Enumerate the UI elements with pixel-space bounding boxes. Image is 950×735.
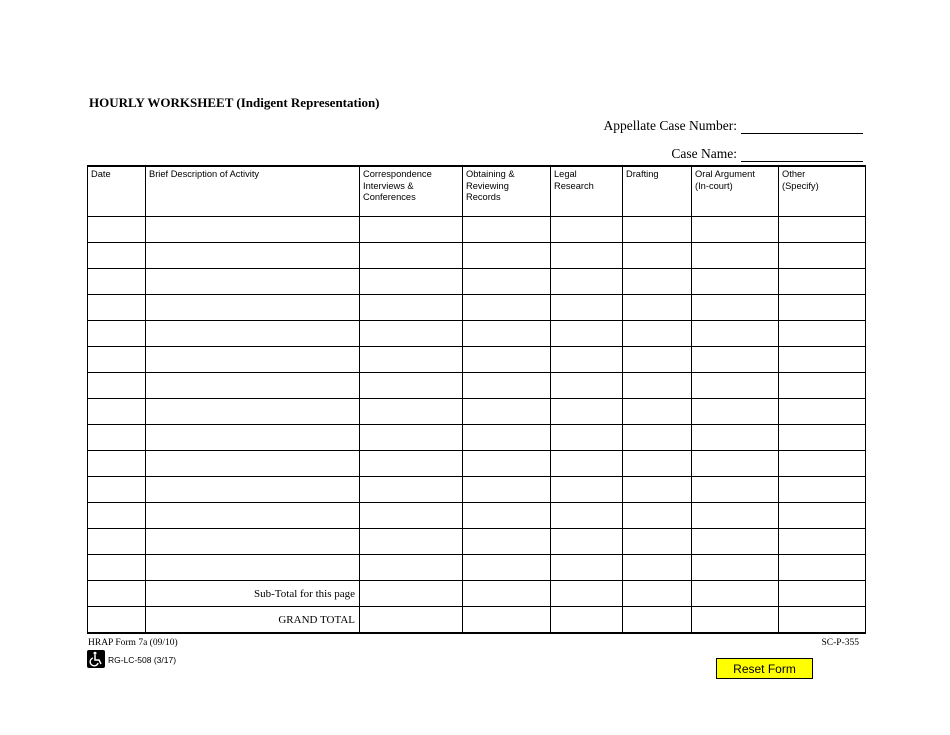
table-cell[interactable]	[88, 269, 146, 295]
table-cell-input[interactable]	[551, 296, 622, 320]
form-id: HRAP Form 7a (09/10)	[88, 638, 178, 648]
table-cell[interactable]	[146, 347, 360, 373]
table-cell-input[interactable]	[463, 322, 550, 346]
grand-total-cell[interactable]	[623, 607, 692, 634]
table-cell-input[interactable]	[360, 556, 462, 580]
subtotal-input[interactable]	[623, 582, 691, 606]
table-cell-input[interactable]	[88, 244, 145, 268]
table-cell[interactable]	[623, 451, 692, 477]
table-cell-input[interactable]	[360, 270, 462, 294]
table-cell-input[interactable]	[88, 452, 145, 476]
table-cell-input[interactable]	[623, 218, 691, 242]
table-cell[interactable]	[463, 399, 551, 425]
table-cell[interactable]	[779, 529, 866, 555]
table-row	[88, 399, 866, 425]
table-cell-input[interactable]	[551, 322, 622, 346]
table-cell-input[interactable]	[360, 400, 462, 424]
table-cell-input[interactable]	[463, 530, 550, 554]
table-cell-input[interactable]	[463, 244, 550, 268]
subtotal-input[interactable]	[551, 582, 622, 606]
table-cell-input[interactable]	[463, 504, 550, 528]
header-date: Date	[88, 166, 146, 217]
table-cell[interactable]	[623, 399, 692, 425]
table-cell[interactable]	[551, 321, 623, 347]
subtotal-cell[interactable]	[360, 581, 463, 607]
table-cell[interactable]	[779, 477, 866, 503]
table-cell-input[interactable]	[463, 218, 550, 242]
table-cell[interactable]	[146, 217, 360, 243]
table-cell-input[interactable]	[551, 400, 622, 424]
table-cell[interactable]	[692, 529, 779, 555]
table-cell[interactable]	[551, 529, 623, 555]
subtotal-cell[interactable]	[463, 581, 551, 607]
table-cell[interactable]	[779, 555, 866, 581]
wheelchair-accessibility-icon	[87, 650, 105, 668]
table-cell[interactable]	[88, 477, 146, 503]
table-cell[interactable]	[692, 269, 779, 295]
table-cell-input[interactable]	[692, 322, 778, 346]
table-cell-input[interactable]	[360, 296, 462, 320]
table-cell[interactable]	[463, 295, 551, 321]
table-cell-input[interactable]	[779, 504, 865, 528]
table-cell-input[interactable]	[88, 426, 145, 450]
table-cell-input[interactable]	[692, 374, 778, 398]
table-cell-input[interactable]	[88, 270, 145, 294]
table-cell-input[interactable]	[692, 348, 778, 372]
subtotal-row	[88, 581, 866, 607]
table-cell-input[interactable]	[623, 374, 691, 398]
table-cell-input[interactable]	[692, 244, 778, 268]
grand-total-cell[interactable]	[463, 607, 551, 634]
table-cell[interactable]	[463, 451, 551, 477]
table-cell[interactable]	[779, 503, 866, 529]
table-cell[interactable]	[623, 243, 692, 269]
table-cell[interactable]	[360, 373, 463, 399]
table-cell[interactable]	[360, 451, 463, 477]
table-cell[interactable]	[551, 399, 623, 425]
table-row	[88, 477, 866, 503]
table-cell-input[interactable]	[146, 270, 359, 294]
table-cell-input[interactable]	[779, 218, 865, 242]
table-cell-input[interactable]	[692, 556, 778, 580]
table-cell[interactable]	[779, 217, 866, 243]
header-records: Obtaining & Reviewing Records	[463, 166, 551, 217]
case-number-label: Appellate Case Number:	[603, 118, 737, 133]
grand-total-input[interactable]	[692, 608, 778, 632]
table-cell[interactable]	[551, 503, 623, 529]
header-row	[88, 166, 866, 217]
subtotal-date-input[interactable]	[88, 582, 145, 606]
grand-total-date-cell[interactable]	[88, 607, 146, 634]
table-cell-input[interactable]	[146, 244, 359, 268]
table-cell[interactable]	[779, 373, 866, 399]
subtotal-cell[interactable]	[551, 581, 623, 607]
table-cell-input[interactable]	[463, 296, 550, 320]
table-cell[interactable]	[623, 295, 692, 321]
grand-total-input[interactable]	[360, 608, 462, 632]
table-cell-input[interactable]	[779, 244, 865, 268]
table-cell[interactable]	[88, 503, 146, 529]
table-cell-input[interactable]	[146, 400, 359, 424]
table-cell[interactable]	[692, 373, 779, 399]
table-row	[88, 555, 866, 581]
table-cell-input[interactable]	[551, 218, 622, 242]
table-cell[interactable]	[88, 347, 146, 373]
table-cell-input[interactable]	[623, 426, 691, 450]
access-code: RG-LC-508 (3/17)	[108, 655, 177, 665]
table-cell[interactable]	[146, 477, 360, 503]
table-cell-input[interactable]	[360, 374, 462, 398]
table-cell[interactable]	[551, 477, 623, 503]
table-cell[interactable]	[360, 243, 463, 269]
table-cell[interactable]	[463, 555, 551, 581]
table-cell[interactable]	[146, 451, 360, 477]
case-number-row	[604, 118, 863, 134]
subtotal-cell[interactable]	[779, 581, 866, 607]
table-cell-input[interactable]	[551, 478, 622, 502]
table-cell-input[interactable]	[623, 296, 691, 320]
table-cell[interactable]	[360, 399, 463, 425]
table-cell-input[interactable]	[779, 556, 865, 580]
table-cell[interactable]	[779, 295, 866, 321]
grand-total-cell[interactable]	[360, 607, 463, 634]
table-cell[interactable]	[88, 451, 146, 477]
table-cell-input[interactable]	[146, 452, 359, 476]
table-cell[interactable]	[692, 295, 779, 321]
table-cell[interactable]	[463, 321, 551, 347]
table-body	[88, 217, 866, 634]
table-cell-input[interactable]	[146, 296, 359, 320]
table-cell-input[interactable]	[88, 556, 145, 580]
table-cell-input[interactable]	[779, 400, 865, 424]
table-cell[interactable]	[692, 217, 779, 243]
table-cell[interactable]	[551, 347, 623, 373]
table-cell[interactable]	[463, 529, 551, 555]
table-cell[interactable]	[692, 347, 779, 373]
table-cell[interactable]	[692, 243, 779, 269]
table-cell[interactable]	[692, 503, 779, 529]
table-cell[interactable]	[463, 477, 551, 503]
subtotal-cell[interactable]	[692, 581, 779, 607]
table-cell[interactable]	[623, 269, 692, 295]
form-title: HOURLY WORKSHEET (Indigent Representation)	[89, 95, 380, 110]
table-cell-input[interactable]	[692, 504, 778, 528]
table-row	[88, 373, 866, 399]
table-cell[interactable]	[551, 425, 623, 451]
table-cell[interactable]	[146, 425, 360, 451]
table-cell-input[interactable]	[692, 426, 778, 450]
reset-form-button[interactable]: Reset Form	[716, 658, 813, 679]
table-cell[interactable]	[779, 321, 866, 347]
table-cell-input[interactable]	[623, 556, 691, 580]
table-cell-input[interactable]	[779, 478, 865, 502]
case-name-row	[671, 146, 863, 162]
table-cell-input[interactable]	[623, 244, 691, 268]
table-cell-input[interactable]	[692, 478, 778, 502]
header-drafting: Drafting	[623, 166, 692, 217]
table-cell[interactable]	[623, 477, 692, 503]
table-cell[interactable]	[146, 503, 360, 529]
table-cell-input[interactable]	[779, 296, 865, 320]
case-number-input[interactable]	[741, 118, 863, 134]
table-cell-input[interactable]	[88, 400, 145, 424]
subtotal-date-cell[interactable]	[88, 581, 146, 607]
table-cell-input[interactable]	[551, 270, 622, 294]
table-cell-input[interactable]	[551, 452, 622, 476]
table-cell-input[interactable]	[146, 218, 359, 242]
table-cell-input[interactable]	[146, 478, 359, 502]
table-cell-input[interactable]	[146, 530, 359, 554]
grand-total-cell[interactable]	[551, 607, 623, 634]
grand-total-cell[interactable]	[692, 607, 779, 634]
grand-total-label: GRAND TOTAL	[146, 607, 360, 634]
table-cell-input[interactable]	[692, 218, 778, 242]
table-cell[interactable]	[692, 451, 779, 477]
table-cell-input[interactable]	[779, 270, 865, 294]
table-cell[interactable]	[692, 399, 779, 425]
table-cell-input[interactable]	[779, 426, 865, 450]
table-cell[interactable]	[692, 477, 779, 503]
table-cell[interactable]	[146, 295, 360, 321]
table-cell[interactable]	[463, 269, 551, 295]
table-cell-input[interactable]	[146, 426, 359, 450]
table-cell-input[interactable]	[146, 556, 359, 580]
table-cell-input[interactable]	[551, 504, 622, 528]
table-cell-input[interactable]	[463, 478, 550, 502]
form-code: SC-P-355	[821, 638, 859, 648]
table-cell[interactable]	[463, 425, 551, 451]
table-cell[interactable]	[88, 217, 146, 243]
table-cell[interactable]	[551, 451, 623, 477]
table-cell[interactable]	[146, 399, 360, 425]
table-cell-input[interactable]	[463, 400, 550, 424]
table-cell[interactable]	[88, 555, 146, 581]
table-cell[interactable]	[360, 477, 463, 503]
header-description: Brief Description of Activity	[146, 166, 360, 217]
subtotal-input[interactable]	[692, 582, 778, 606]
table-cell-input[interactable]	[360, 452, 462, 476]
table-cell[interactable]	[623, 347, 692, 373]
table-cell[interactable]	[146, 373, 360, 399]
table-cell[interactable]	[692, 321, 779, 347]
table-cell-input[interactable]	[623, 322, 691, 346]
grand-total-input[interactable]	[623, 608, 691, 632]
table-cell[interactable]	[360, 269, 463, 295]
table-cell-input[interactable]	[692, 530, 778, 554]
table-cell[interactable]	[146, 555, 360, 581]
table-cell-input[interactable]	[692, 270, 778, 294]
table-cell[interactable]	[360, 217, 463, 243]
table-cell-input[interactable]	[360, 478, 462, 502]
table-cell[interactable]	[360, 529, 463, 555]
table-cell-input[interactable]	[463, 452, 550, 476]
table-cell[interactable]	[88, 425, 146, 451]
table-cell[interactable]	[551, 373, 623, 399]
hourly-worksheet-table	[87, 165, 866, 634]
table-cell[interactable]	[463, 347, 551, 373]
table-cell[interactable]	[623, 321, 692, 347]
grand-total-row	[88, 607, 866, 634]
table-cell-input[interactable]	[551, 556, 622, 580]
case-name-input[interactable]	[741, 146, 863, 162]
table-row	[88, 529, 866, 555]
table-cell-input[interactable]	[623, 530, 691, 554]
subtotal-label: Sub-Total for this page	[146, 581, 360, 607]
table-cell[interactable]	[88, 295, 146, 321]
table-cell[interactable]	[463, 503, 551, 529]
table-row	[88, 451, 866, 477]
table-cell[interactable]	[146, 321, 360, 347]
table-cell[interactable]	[88, 529, 146, 555]
table-cell-input[interactable]	[360, 348, 462, 372]
table-cell-input[interactable]	[360, 244, 462, 268]
table-cell[interactable]	[88, 399, 146, 425]
table-cell-input[interactable]	[623, 452, 691, 476]
table-cell-input[interactable]	[360, 504, 462, 528]
table-cell[interactable]	[360, 503, 463, 529]
table-cell-input[interactable]	[88, 374, 145, 398]
table-cell-input[interactable]	[88, 478, 145, 502]
table-cell[interactable]	[551, 217, 623, 243]
table-cell-input[interactable]	[623, 400, 691, 424]
table-cell[interactable]	[146, 243, 360, 269]
table-cell[interactable]	[463, 373, 551, 399]
table-cell-input[interactable]	[146, 322, 359, 346]
table-cell-input[interactable]	[88, 530, 145, 554]
table-row	[88, 269, 866, 295]
table-cell-input[interactable]	[463, 348, 550, 372]
table-cell-input[interactable]	[88, 296, 145, 320]
grand-total-input[interactable]	[779, 608, 865, 632]
table-cell[interactable]	[779, 347, 866, 373]
table-cell[interactable]	[623, 217, 692, 243]
subtotal-input[interactable]	[360, 582, 462, 606]
grand-total-input[interactable]	[551, 608, 622, 632]
table-cell-input[interactable]	[360, 426, 462, 450]
table-cell[interactable]	[779, 243, 866, 269]
table-cell-input[interactable]	[551, 348, 622, 372]
table-cell-input[interactable]	[88, 504, 145, 528]
table-row	[88, 243, 866, 269]
table-row	[88, 425, 866, 451]
table-cell[interactable]	[463, 217, 551, 243]
table-cell[interactable]	[692, 555, 779, 581]
table-cell-input[interactable]	[360, 322, 462, 346]
table-cell[interactable]	[146, 529, 360, 555]
table-cell[interactable]	[551, 243, 623, 269]
table-cell[interactable]	[88, 373, 146, 399]
table-cell[interactable]	[623, 555, 692, 581]
table-cell[interactable]	[623, 529, 692, 555]
table-cell-input[interactable]	[463, 374, 550, 398]
table-cell-input[interactable]	[463, 426, 550, 450]
table-row	[88, 503, 866, 529]
table-cell-input[interactable]	[623, 504, 691, 528]
table-cell-input[interactable]	[88, 348, 145, 372]
table-cell[interactable]	[88, 243, 146, 269]
table-cell[interactable]	[551, 555, 623, 581]
grand-total-input[interactable]	[463, 608, 550, 632]
table-cell[interactable]	[360, 295, 463, 321]
table-cell-input[interactable]	[692, 296, 778, 320]
table-cell-input[interactable]	[463, 556, 550, 580]
table-cell-input[interactable]	[779, 452, 865, 476]
table-cell[interactable]	[551, 295, 623, 321]
table-cell[interactable]	[779, 269, 866, 295]
table-cell[interactable]	[551, 269, 623, 295]
subtotal-cell[interactable]	[623, 581, 692, 607]
table-cell-input[interactable]	[551, 426, 622, 450]
table-cell-input[interactable]	[551, 374, 622, 398]
table-cell[interactable]	[623, 503, 692, 529]
table-cell-input[interactable]	[779, 348, 865, 372]
table-cell[interactable]	[360, 425, 463, 451]
table-cell-input[interactable]	[623, 270, 691, 294]
table-cell[interactable]	[779, 425, 866, 451]
case-name-label: Case Name:	[671, 146, 737, 161]
table-cell-input[interactable]	[623, 348, 691, 372]
table-cell[interactable]	[360, 347, 463, 373]
table-cell[interactable]	[623, 425, 692, 451]
table-cell-input[interactable]	[360, 530, 462, 554]
table-cell-input[interactable]	[463, 270, 550, 294]
header-legal-research: Legal Research	[551, 166, 623, 217]
table-cell-input[interactable]	[623, 478, 691, 502]
table-cell-input[interactable]	[88, 322, 145, 346]
header-correspondence: Correspondence Interviews & Conferences	[360, 166, 463, 217]
table-cell[interactable]	[779, 399, 866, 425]
table-cell-input[interactable]	[146, 348, 359, 372]
table-row	[88, 295, 866, 321]
subtotal-input[interactable]	[463, 582, 550, 606]
table-cell-input[interactable]	[779, 374, 865, 398]
table-cell-input[interactable]	[692, 400, 778, 424]
table-cell[interactable]	[692, 425, 779, 451]
table-cell[interactable]	[88, 321, 146, 347]
table-cell-input[interactable]	[360, 218, 462, 242]
table-row	[88, 217, 866, 243]
table-cell[interactable]	[623, 373, 692, 399]
table-cell-input[interactable]	[551, 244, 622, 268]
table-cell-input[interactable]	[551, 530, 622, 554]
subtotal-input[interactable]	[779, 582, 865, 606]
grand-total-cell[interactable]	[779, 607, 866, 634]
table-cell-input[interactable]	[146, 374, 359, 398]
header-other: Other (Specify)	[779, 166, 866, 217]
table-cell-input[interactable]	[779, 530, 865, 554]
table-cell-input[interactable]	[146, 504, 359, 528]
table-cell-input[interactable]	[88, 218, 145, 242]
table-cell[interactable]	[146, 269, 360, 295]
table-cell[interactable]	[360, 321, 463, 347]
table-cell-input[interactable]	[692, 452, 778, 476]
table-row	[88, 347, 866, 373]
header-oral-argument: Oral Argument (In-court)	[692, 166, 779, 217]
table-row	[88, 321, 866, 347]
table-cell[interactable]	[779, 451, 866, 477]
grand-total-date-input[interactable]	[88, 608, 145, 632]
table-cell-input[interactable]	[779, 322, 865, 346]
table-cell[interactable]	[360, 555, 463, 581]
table-cell[interactable]	[463, 243, 551, 269]
